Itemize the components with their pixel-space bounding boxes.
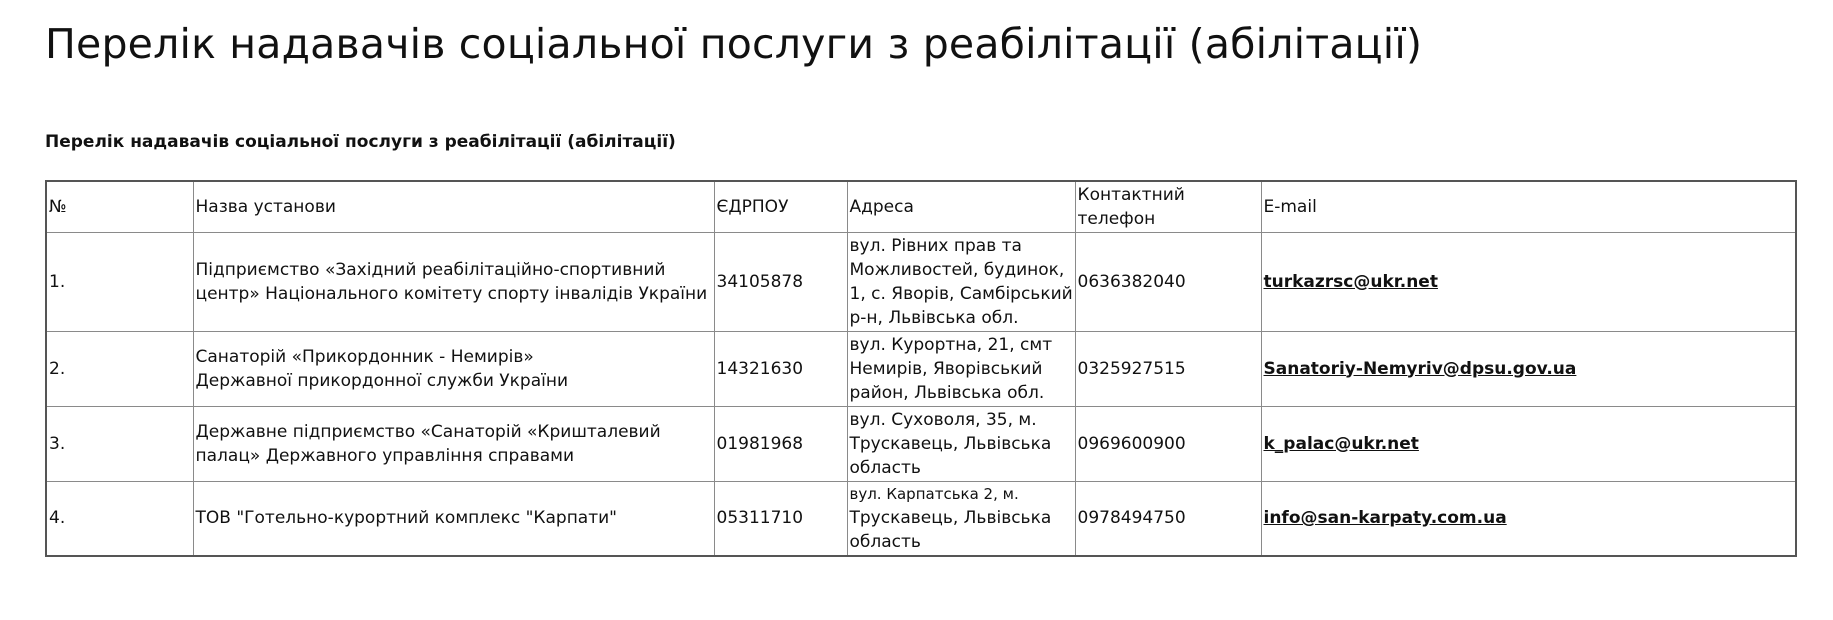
cell-name-line: Державне підприємство «Санаторій «Кришталевий bbox=[195, 421, 661, 442]
cell-name-line: центр» Національного комітету спорту інвалідів України bbox=[195, 283, 708, 304]
providers-table bbox=[45, 180, 1797, 557]
cell-address-line: вул. Рівних прав та bbox=[849, 235, 1022, 256]
section-subtitle: Перелік надавачів соціальної послуги з реабілітації (абілітації) bbox=[45, 132, 676, 152]
cell-no: 2. bbox=[46, 331, 193, 406]
cell-address bbox=[847, 331, 1075, 406]
page-title: Перелік надавачів соціальної послуги з реабілітації (абілітації) bbox=[45, 20, 1423, 68]
cell-address-line: Можливостей, будинок, bbox=[849, 259, 1065, 280]
cell-edrpou: 14321630 bbox=[714, 331, 847, 406]
cell-no: 4. bbox=[46, 481, 193, 556]
cell-name bbox=[193, 481, 714, 556]
cell-address bbox=[847, 481, 1075, 556]
cell-edrpou: 05311710 bbox=[714, 481, 847, 556]
header-phone bbox=[1075, 181, 1261, 232]
cell-name-line: палац» Державного управління справами bbox=[195, 445, 575, 466]
table-row bbox=[46, 406, 1796, 481]
email-link[interactable]: info@san-karpaty.com.ua bbox=[1263, 508, 1507, 529]
cell-address-line: 1, с. Яворів, Самбірський bbox=[849, 283, 1073, 304]
cell-phone: 0978494750 bbox=[1075, 481, 1261, 556]
email-link[interactable]: Sanatoriy-Nemyriv@dpsu.gov.ua bbox=[1263, 358, 1577, 379]
cell-address-line: Трускавець, Львівська bbox=[849, 508, 1052, 529]
email-link[interactable]: turkazrsc@ukr.net bbox=[1263, 271, 1438, 292]
cell-phone: 0636382040 bbox=[1075, 232, 1261, 331]
cell-no: 3. bbox=[46, 406, 193, 481]
table-row bbox=[46, 232, 1796, 331]
cell-phone: 0969600900 bbox=[1075, 406, 1261, 481]
email-link[interactable]: k_palac@ukr.net bbox=[1263, 433, 1419, 454]
header-phone-line: телефон bbox=[1077, 208, 1156, 229]
cell-name-line: Підприємство «Західний реабілітаційно-спортивний bbox=[195, 259, 666, 280]
cell-address-line: область bbox=[849, 532, 921, 553]
cell-name-line: Санаторій «Прикордонник - Немирів» bbox=[195, 346, 534, 367]
cell-phone: 0325927515 bbox=[1075, 331, 1261, 406]
cell-address-line: район, Львівська обл. bbox=[849, 382, 1045, 403]
cell-address-line: р-н, Львівська обл. bbox=[849, 307, 1019, 328]
header-no: № bbox=[46, 181, 193, 232]
header-email: E-mail bbox=[1261, 181, 1796, 232]
cell-email bbox=[1261, 406, 1796, 481]
cell-name-line: ТОВ "Готельно-курортний комплекс "Карпати" bbox=[195, 508, 617, 529]
cell-address bbox=[847, 406, 1075, 481]
cell-address-line: вул. Карпатська 2, м. bbox=[849, 485, 1019, 504]
header-edrpou: ЄДРПОУ bbox=[714, 181, 847, 232]
cell-address bbox=[847, 232, 1075, 331]
cell-name bbox=[193, 331, 714, 406]
cell-name bbox=[193, 232, 714, 331]
cell-address-line: Трускавець, Львівська bbox=[849, 433, 1052, 454]
header-phone-line: Контактний bbox=[1077, 184, 1185, 205]
cell-address-line: область bbox=[849, 457, 921, 478]
cell-name-line: Державної прикордонної служби України bbox=[195, 370, 568, 391]
cell-email bbox=[1261, 481, 1796, 556]
cell-address-line: вул. Курортна, 21, смт bbox=[849, 334, 1053, 355]
table-row bbox=[46, 481, 1796, 556]
header-address: Адреса bbox=[847, 181, 1075, 232]
table-row bbox=[46, 331, 1796, 406]
cell-email bbox=[1261, 232, 1796, 331]
cell-name bbox=[193, 406, 714, 481]
cell-address-line: Немирів, Яворівський bbox=[849, 358, 1043, 379]
cell-address-line: вул. Суховоля, 35, м. bbox=[849, 409, 1037, 430]
table-header-row bbox=[46, 181, 1796, 232]
cell-edrpou: 34105878 bbox=[714, 232, 847, 331]
cell-no: 1. bbox=[46, 232, 193, 331]
cell-email bbox=[1261, 331, 1796, 406]
cell-edrpou: 01981968 bbox=[714, 406, 847, 481]
header-name: Назва установи bbox=[193, 181, 714, 232]
